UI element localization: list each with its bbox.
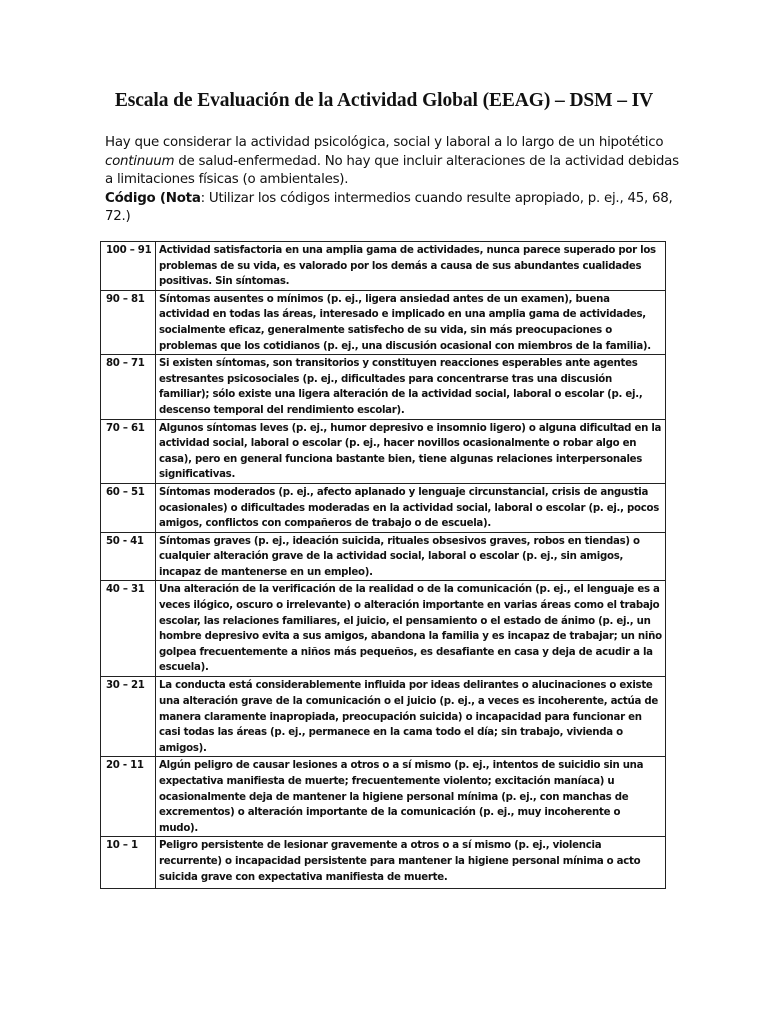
- description-cell: Síntomas ausentes o mínimos (p. ej., ligera ansiedad antes de un examen), buena actividad en todas las áreas, interesado e implicado en una amplia gama de actividades, socialmente eficaz, generalmente satisfecho de su vida, sin más preocupaciones o problemas que los cotidianos (p. ej., una discusión ocasional con miembros de la familia).: [156, 290, 666, 354]
- range-cell: 40 – 31: [101, 581, 156, 677]
- table-row: [101, 581, 666, 677]
- intro-paragraph: [105, 134, 685, 190]
- document-title: Escala de Evaluación de la Actividad Global (EEAG) – DSM – IV: [114, 90, 654, 111]
- intro-italic-term: continuum: [105, 153, 175, 169]
- description-cell: Algunos síntomas leves (p. ej., humor depresivo e insomnio ligero) o alguna dificultad en la actividad social, laboral o escolar (p. ej., hacer novillos ocasionalmente o robar algo en casa), pero en general funciona bastante bien, tiene algunas relaciones interpersonales significativas.: [156, 419, 666, 483]
- description-cell: Algún peligro de causar lesiones a otros o a sí mismo (p. ej., intentos de suicidio sin una expectativa manifiesta de muerte; frecuentemente violento; excitación maníaca) u ocasionalmente deja de mantener la higiene personal mínima (p. ej., con manchas de excrementos) o alteración importante de la comunicación (p. ej., muy incoherente o mudo).: [156, 757, 666, 837]
- description-cell: Síntomas moderados (p. ej., afecto aplanado y lenguaje circunstancial, crisis de angustia ocasionales) o dificultades moderadas en la actividad social, laboral o escolar (p. ej., pocos amigos, conflictos con compañeros de trabajo o de escuela).: [156, 483, 666, 532]
- intro-line-1: Hay que considerar la actividad psicológica, social y laboral a lo largo de un hipotético: [105, 135, 664, 150]
- table-row: [101, 483, 666, 532]
- eeag-scale-table: [100, 241, 666, 889]
- range-cell: 70 – 61: [101, 419, 156, 483]
- description-cell: Síntomas graves (p. ej., ideación suicida, rituales obsesivos graves, robos en tiendas) o cualquier alteración grave de la actividad social, laboral o escolar (p. ej., sin amigos, incapaz de mantenerse en un empleo).: [156, 532, 666, 581]
- range-cell: 10 – 1: [101, 837, 156, 889]
- code-separator: :: [200, 190, 209, 206]
- code-label: Código (Nota: [105, 190, 201, 206]
- table-row: [101, 757, 666, 837]
- description-cell: La conducta está considerablemente influida por ideas delirantes o alucinaciones o existe una alteración grave de la comunicación o el juicio (p. ej., a veces es incoherente, actúa de manera claramente inapropiada, preocupación suicida) o incapacidad para funcionar en casi todas las áreas (p. ej., permanece en la cama todo el día; sin trabajo, vivienda o amigos).: [156, 677, 666, 757]
- description-cell: Una alteración de la verificación de la realidad o de la comunicación (p. ej., el lenguaje es a veces ilógico, oscuro o irrelevante) o alteración importante en varias áreas como el trabajo escolar, las relaciones familiares, el juicio, el pensamiento o el estado de ánimo (p. ej., un hombre depresivo evita a sus amigos, abandona la familia y es incapaz de trabajar; un niño golpea frecuentemente a niños más pequeños, es desafiante en casa y deja de acudir a la escuela).: [156, 581, 666, 677]
- code-note: [105, 190, 685, 227]
- range-cell: 100 – 91: [101, 242, 156, 291]
- range-cell: 30 – 21: [101, 677, 156, 757]
- description-cell: Peligro persistente de lesionar gravemente a otros o a sí mismo (p. ej., violencia recurrente) o incapacidad persistente para mantener la higiene personal mínima o acto suicida grave con expectativa manifiesta de muerte.: [156, 837, 666, 889]
- description-cell: Actividad satisfactoria en una amplia gama de actividades, nunca parece superado por los problemas de su vida, es valorado por los demás a causa de sus abundantes cualidades positivas. Sin síntomas.: [156, 242, 666, 291]
- intro-line-2: de salud-enfermedad. No hay que incluir alteraciones de la actividad debidas a limitaciones físicas (o ambientales).: [105, 153, 679, 187]
- table-row: [101, 355, 666, 419]
- intro-text: [105, 134, 685, 227]
- code-text: Utilizar los códigos intermedios cuando resulte apropiado, p. ej., 45, 68, 72.): [105, 190, 673, 224]
- range-cell: 60 – 51: [101, 483, 156, 532]
- table-row: [101, 837, 666, 889]
- table-row: [101, 290, 666, 354]
- table-row: [101, 419, 666, 483]
- table-row: [101, 242, 666, 291]
- range-cell: 80 – 71: [101, 355, 156, 419]
- table-row: [101, 532, 666, 581]
- range-cell: 90 – 81: [101, 290, 156, 354]
- table-row: [101, 677, 666, 757]
- range-cell: 50 - 41: [101, 532, 156, 581]
- description-cell: Si existen síntomas, son transitorios y constituyen reacciones esperables ante agentes estresantes psicosociales (p. ej., dificultades para concentrarse tras una discusión familiar); sólo existe una ligera alteración de la actividad social, laboral o escolar (p. ej., descenso temporal del rendimiento escolar).: [156, 355, 666, 419]
- range-cell: 20 - 11: [101, 757, 156, 837]
